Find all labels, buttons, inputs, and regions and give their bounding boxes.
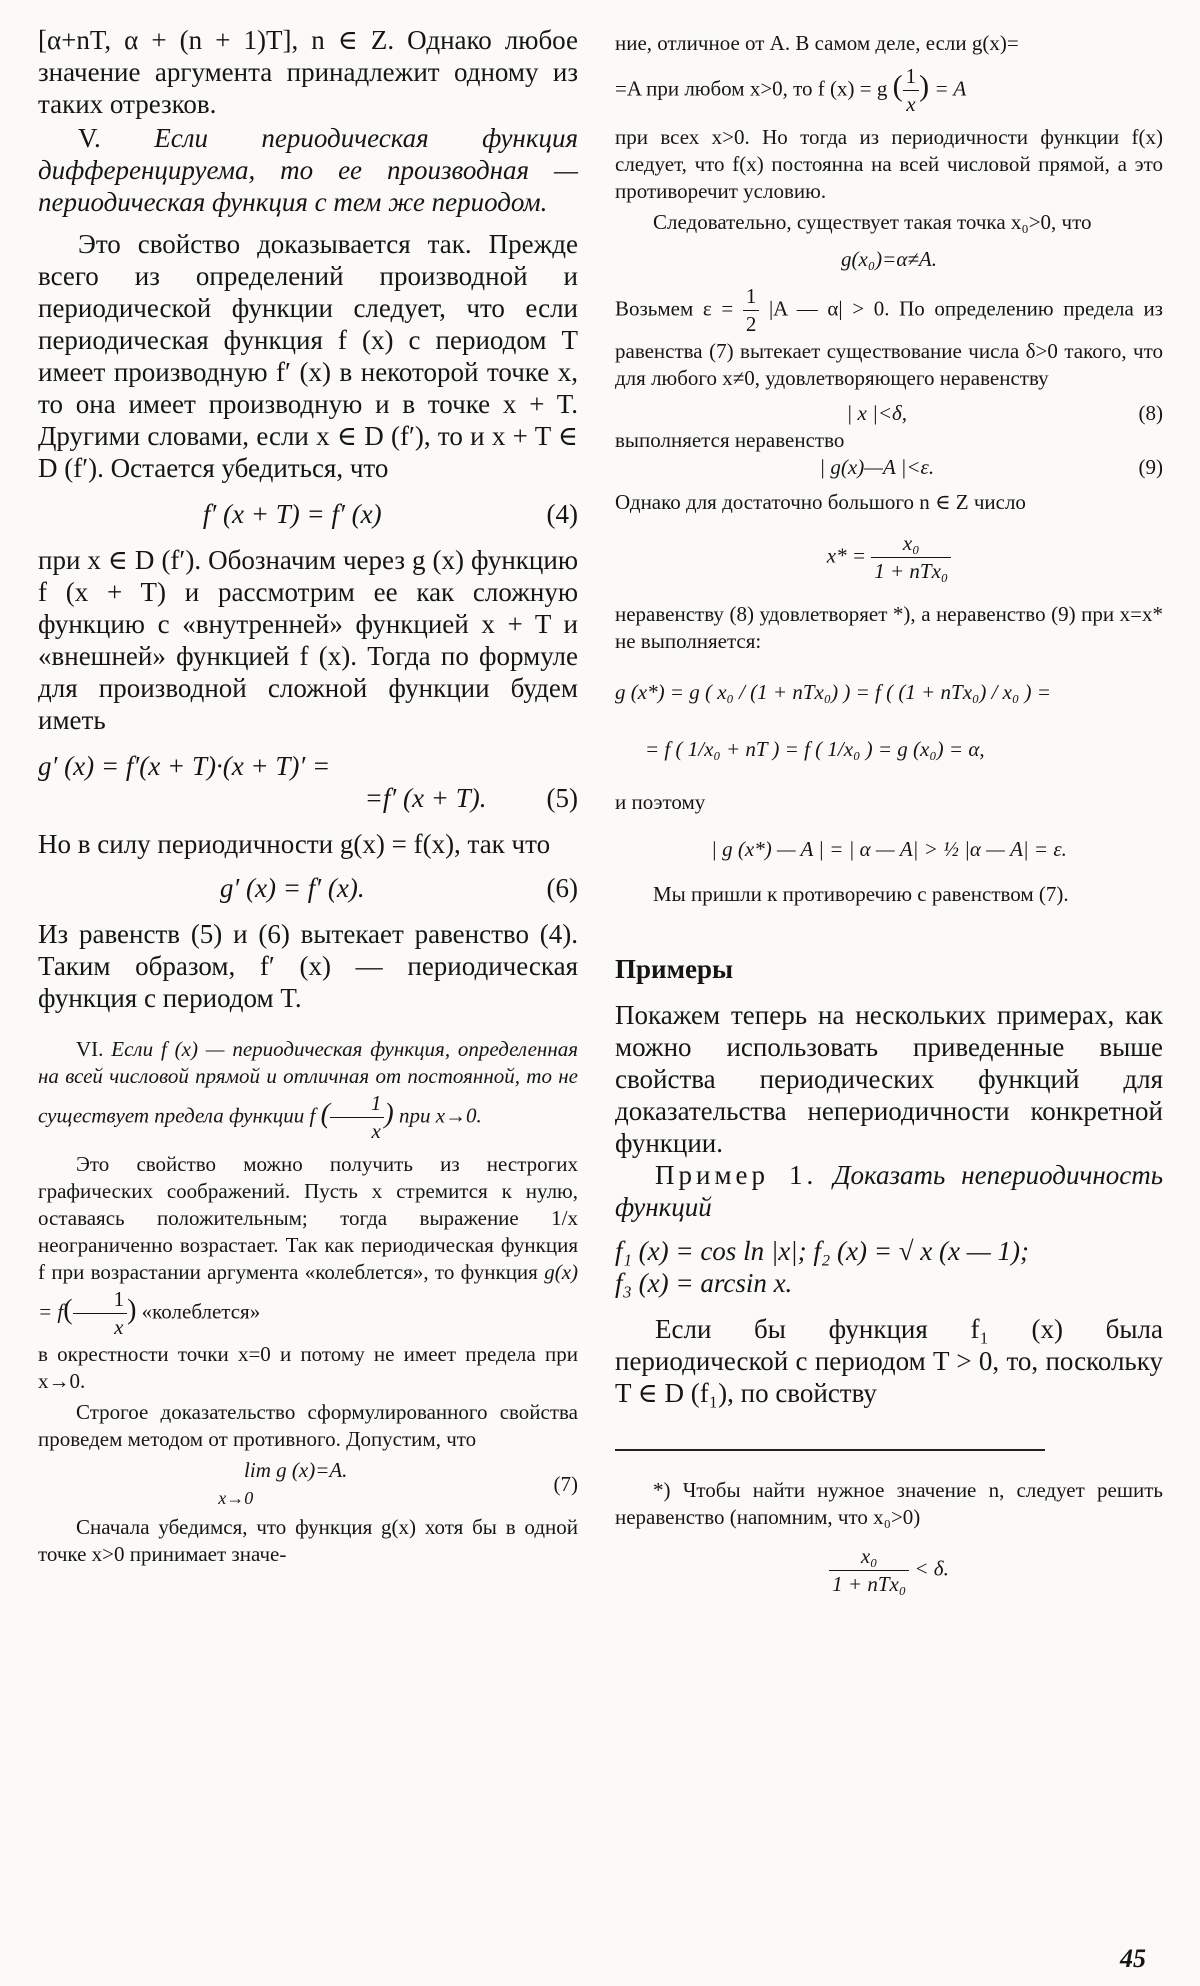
equation xyxy=(38,1457,554,1512)
paragraph xyxy=(38,1151,578,1341)
denominator: x xyxy=(906,92,916,116)
functions-line: f₃ (x) = arcsin x. xyxy=(615,1268,793,1298)
equation-4 xyxy=(38,498,578,530)
equation-5 xyxy=(38,750,578,814)
equation-number: (7) xyxy=(553,1472,578,1496)
limit-subscript: x→0 xyxy=(218,1488,254,1508)
paren: ) xyxy=(127,1294,137,1326)
fraction-1-over-x xyxy=(330,1090,385,1145)
equation-line: =f′ (x + T). xyxy=(364,783,487,813)
footnote-formula xyxy=(615,1543,1163,1598)
paragraph: [α+nT, α + (n + 1)T], n ∈ Z. Однако любое значение аргумента принадлежит одному из таких отрезков. xyxy=(38,25,578,119)
equation-row xyxy=(38,782,578,814)
text: |A — α| > 0. По определению предела из равенства (7) вытекает существование числа δ>0 такого, что для любого x≠0, удовлетворяющего неравенству xyxy=(615,296,1163,390)
equation-6 xyxy=(38,872,578,904)
denominator: 1 + nTx₀ xyxy=(832,1572,907,1596)
fraction xyxy=(871,530,951,585)
equation-g-x0: g(x₀)=α≠A. xyxy=(841,247,937,271)
paragraph: Строгое доказательство сформулированного свойства проведем методом от противного. Допустим, что xyxy=(38,1400,578,1451)
example-1 xyxy=(615,1159,1163,1223)
denominator: x xyxy=(371,1119,381,1143)
text: Это свойство можно получить из нестрогих графических соображений. Пусть x стремится к нулю, оставаясь положительным; тогда выражение 1/x неограниченно возрастает. Так как периодическая функция f при возрастании аргумента «колеблется», то функция xyxy=(38,1152,578,1284)
text: «колеблется» xyxy=(141,1299,261,1324)
equation: f′ (x + T) = f′ (x) xyxy=(202,499,382,529)
numerator: x₀ xyxy=(829,1543,909,1571)
text: =A при любом x>0, то f (x) = g xyxy=(615,76,888,101)
example-label: Пример 1. xyxy=(655,1160,818,1190)
denominator: x xyxy=(114,1315,124,1339)
property-tail: при x→0. xyxy=(398,1103,482,1128)
right-column xyxy=(615,0,1163,1598)
paren: ( xyxy=(63,1294,73,1326)
paragraph: Мы пришли к противоречию с равенством (7). xyxy=(653,882,1069,906)
paragraph: при всех x>0. Но тогда из периодичности функции f(x) следует, что f(x) постоянна на всей числовой прямой, а это противоречит условию. xyxy=(615,125,1163,203)
paragraph: Из равенств (5) и (6) вытекает равенство (4). Таким образом, f′ (x) — периодическая функция с периодом T. xyxy=(38,919,578,1013)
section-heading: Примеры xyxy=(615,954,734,984)
paragraph: Если бы функция f₁ (x) была периодической с периодом T > 0, то, поскольку T ∈ D (f₁), по свойству xyxy=(615,1314,1163,1408)
equation-number: (8) xyxy=(1138,401,1163,425)
paragraph xyxy=(615,63,1163,118)
equation-8 xyxy=(615,400,1163,427)
paragraph: Но в силу периодичности g(x) = f(x), так что xyxy=(38,829,551,859)
fraction-one-half xyxy=(743,283,760,338)
equation-9 xyxy=(615,454,1163,481)
equation-number: (9) xyxy=(1138,455,1163,479)
calculation-line-1: g (x*) = g ( x₀ / (1 + nTx₀) ) = f ( (1 + nTx₀) / x₀ ) = xyxy=(615,680,1051,704)
functions-line: f₁ (x) = cos ln |x|; f₂ (x) = √ x (x — 1); xyxy=(615,1236,1029,1266)
inequality-tail: < δ. xyxy=(914,1556,949,1581)
paragraph: Сначала убедимся, что функция g(x) хотя бы в одной точке x>0 принимает значе- xyxy=(38,1515,578,1566)
example-statement: Доказать непериодичность функций xyxy=(615,1160,1163,1222)
paragraph: Однако для достаточно большого n ∈ Z число xyxy=(615,490,1026,514)
function-list xyxy=(615,1235,1163,1299)
property-statement: Если f (x) — периодическая функция, определенная на всей числовой прямой и отличная от постоянной, то не существует предела функции xyxy=(38,1037,579,1128)
paren: ( xyxy=(320,1098,330,1130)
page-number: 45 xyxy=(1120,1944,1146,1973)
calculation-line-3: | g (x*) — A | = | α — A| > ½ |α — A| = ε. xyxy=(711,837,1067,861)
equation: | x |<δ, xyxy=(846,401,908,425)
formula: g(x) = f xyxy=(38,1260,579,1324)
fraction-1-over-x xyxy=(73,1286,128,1341)
equation-x-star xyxy=(615,530,1163,585)
paren: ( xyxy=(892,69,903,103)
left-column xyxy=(38,0,578,1568)
equation-number: (6) xyxy=(546,873,578,903)
paragraph: в окрестности точки x=0 и потому не имеет предела при x→0. xyxy=(38,1342,578,1393)
paren: ) xyxy=(919,69,930,103)
equation: g′ (x) = f′ (x). xyxy=(219,873,365,903)
paragraph: Покажем теперь на нескольких примерах, как можно использовать приведенные выше свойства периодических функций для доказательства непериодичности конкретной функции. xyxy=(615,1000,1163,1158)
paragraph: Это свойство доказывается так. Прежде всего из определений производной и периодической функции следует, что если периодическая функция f (x) с периодом T имеет производную f′ (x) в некоторой точке x, то она имеет производную и в точке x + T. Другими словами, если x ∈ D (f′), то и x + T ∈ D (f′). Остается убедиться, что xyxy=(38,229,578,483)
property-vi xyxy=(38,1036,578,1145)
text: Возьмем ε = xyxy=(615,296,734,321)
property-number: V. xyxy=(78,123,101,153)
numerator: 1 xyxy=(330,1090,385,1118)
equation-line: g′ (x) = f′(x + T)·(x + T)′ = xyxy=(38,751,331,781)
paragraph: неравенству (8) удовлетворяет *), а неравенство (9) при x=x* не выполняется: xyxy=(615,602,1163,653)
numerator: 1 xyxy=(73,1286,128,1314)
limit: lim g (x)=A. xyxy=(244,1458,348,1482)
paragraph: при x ∈ D (f′). Обозначим через g (x) функцию f (x + T) и рассмотрим ее как сложную функцию с «внутренней» функцией x + T и «внешней» функцией f (x). Тогда по формуле для производной сложной функции будем иметь xyxy=(38,545,578,735)
numerator: 1 xyxy=(743,283,760,311)
calculation-line-2: = f ( 1/x₀ + nT ) = f ( 1/x₀ ) = g (x₀) = α, xyxy=(645,737,985,761)
formula-f: f xyxy=(309,1103,316,1128)
denominator: 1 + nTx₀ xyxy=(874,559,949,583)
paragraph: ние, отличное от A. В самом деле, если g(x)= xyxy=(615,31,1019,55)
equation: | g(x)—A |<ε. xyxy=(819,455,935,479)
footnote: *) Чтобы найти нужное значение n, следует решить неравенство (напомним, что x₀>0) xyxy=(615,1478,1163,1529)
property-v xyxy=(38,122,578,218)
equation-number: (4) xyxy=(546,499,578,529)
footnote-rule xyxy=(615,1449,1045,1451)
property-number: VI. xyxy=(76,1037,104,1061)
fraction xyxy=(829,1543,909,1598)
numerator: x₀ xyxy=(871,530,951,558)
fraction-1-over-x xyxy=(903,63,920,118)
property-statement: Если периодическая функция дифференцируема, то ее производная — периодическая функция с тем же периодом. xyxy=(38,123,578,217)
equation-number: (5) xyxy=(546,783,578,813)
equation-7 xyxy=(38,1457,578,1512)
numerator: 1 xyxy=(903,63,920,91)
paragraph xyxy=(615,283,1163,392)
denominator: 2 xyxy=(745,312,757,336)
lhs: x* = xyxy=(826,543,866,568)
text: = A xyxy=(934,76,967,101)
paragraph: и поэтому xyxy=(615,790,706,814)
paragraph: Следовательно, существует такая точка x₀>0, что xyxy=(653,210,1092,234)
paren: ) xyxy=(384,1098,394,1130)
paragraph: выполняется неравенство xyxy=(615,428,845,452)
